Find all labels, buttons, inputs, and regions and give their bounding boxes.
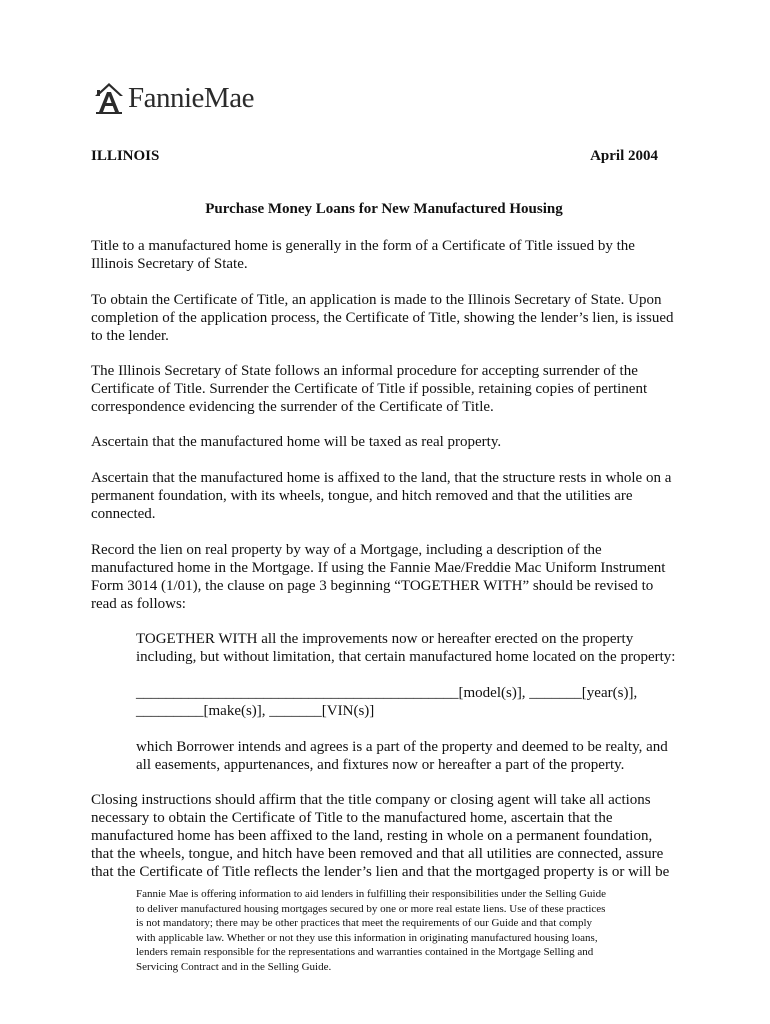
text-line: Title to a manufactured home is generally in the form of a Certificate of Title issued by the: [91, 238, 635, 254]
text-line: Illinois Secretary of State.: [91, 256, 248, 272]
text-line: connected.: [91, 506, 156, 522]
text-line: to deliver manufactured housing mortgages secured by one or more real estate liens. Use of these practices: [136, 902, 606, 915]
text-line: TOGETHER WITH all the improvements now or hereafter erected on the property: [136, 631, 634, 647]
text-line: Closing instructions should affirm that the title company or closing agent will take all actions: [91, 792, 651, 808]
paragraph-obtain-certificate: [91, 291, 687, 345]
document-title: Purchase Money Loans for New Manufactured Housing: [205, 201, 563, 217]
logo-wordmark: FannieMae: [128, 82, 254, 114]
text-line: all easements, appurtenances, and fixtures now or hereafter a part of the property.: [136, 757, 625, 773]
date-heading: April 2004: [590, 148, 658, 164]
state-heading: ILLINOIS: [91, 148, 160, 164]
text-line: To obtain the Certificate of Title, an application is made to the Illinois Secretary of State. Upon: [91, 292, 662, 308]
which-borrower-clause: [136, 738, 696, 774]
body-text: [91, 0, 687, 1024]
text-line: read as follows:: [91, 596, 186, 612]
text-line: Form 3014 (1/01), the clause on page 3 beginning “TOGETHER WITH” should be revised to: [91, 578, 654, 594]
paragraph-affixed: [91, 469, 687, 523]
disclaimer-footnote: [136, 887, 683, 975]
text-line: Ascertain that the manufactured home will be taxed as real property.: [91, 434, 502, 450]
text-line: that the wheels, tongue, and hitch have been removed and that all utilities are connected, assure: [91, 846, 664, 862]
text-line: to the lender.: [91, 328, 169, 344]
text-line: with applicable law. Whether or not they use this information in originating manufactured housing loans,: [136, 931, 598, 944]
text-line: Servicing Contract and in the Selling Guide.: [136, 960, 332, 973]
text-line: Certificate of Title. Surrender the Certificate of Title if possible, retaining copies of pertinent: [91, 381, 648, 397]
text-line: manufactured home in the Mortgage. If using the Fannie Mae/Freddie Mac Uniform Instrument: [91, 560, 666, 576]
paragraph-title-certificate: [91, 237, 687, 273]
fill-in-blanks: [136, 684, 696, 720]
text-line: lenders remain responsible for the representations and warranties contained in the Mortgage Selling and: [136, 946, 594, 959]
text-line: which Borrower intends and agrees is a part of the property and deemed to be realty, and: [136, 739, 668, 755]
text-line: manufactured home has been affixed to the land, resting in whole on a permanent foundation,: [91, 828, 653, 844]
text-line: _________[make(s)], _______[VIN(s)]: [136, 703, 375, 719]
paragraph-surrender: [91, 362, 687, 416]
text-line: Fannie Mae is offering information to aid lenders in fulfilling their responsibilities under the Selling Guide: [136, 888, 606, 900]
text-line: Ascertain that the manufactured home is affixed to the land, that the structure rests in whole on a: [91, 470, 672, 486]
paragraph-closing-instructions: [91, 791, 687, 881]
text-line: The Illinois Secretary of State follows an informal procedure for accepting surrender of the: [91, 363, 638, 379]
paragraph-record-lien: [91, 541, 687, 613]
text-line: correspondence evidencing the surrender of the Certificate of Title.: [91, 399, 494, 415]
text-line: necessary to obtain the Certificate of Title to the manufactured home, ascertain that the: [91, 810, 613, 826]
text-line: that the Certificate of Title reflects the lender’s lien and that the mortgaged property is or will be: [91, 864, 670, 880]
text-line: is not mandatory; there may be other practices that meet the requirements of our Guide and that comply: [136, 917, 593, 930]
text-line: permanent foundation, with its wheels, tongue, and hitch removed and that the utilities are: [91, 488, 633, 504]
paragraph-taxed: [91, 433, 687, 451]
text-line: including, but without limitation, that certain manufactured home located on the property:: [136, 649, 676, 665]
text-line: ___________________________________________[model(s)], _______[year(s)],: [136, 685, 638, 701]
text-line: completion of the application process, the Certificate of Title, showing the lender’s lien, is issued: [91, 310, 674, 326]
together-with-clause: [136, 630, 696, 666]
text-line: Record the lien on real property by way of a Mortgage, including a description of the: [91, 542, 602, 558]
